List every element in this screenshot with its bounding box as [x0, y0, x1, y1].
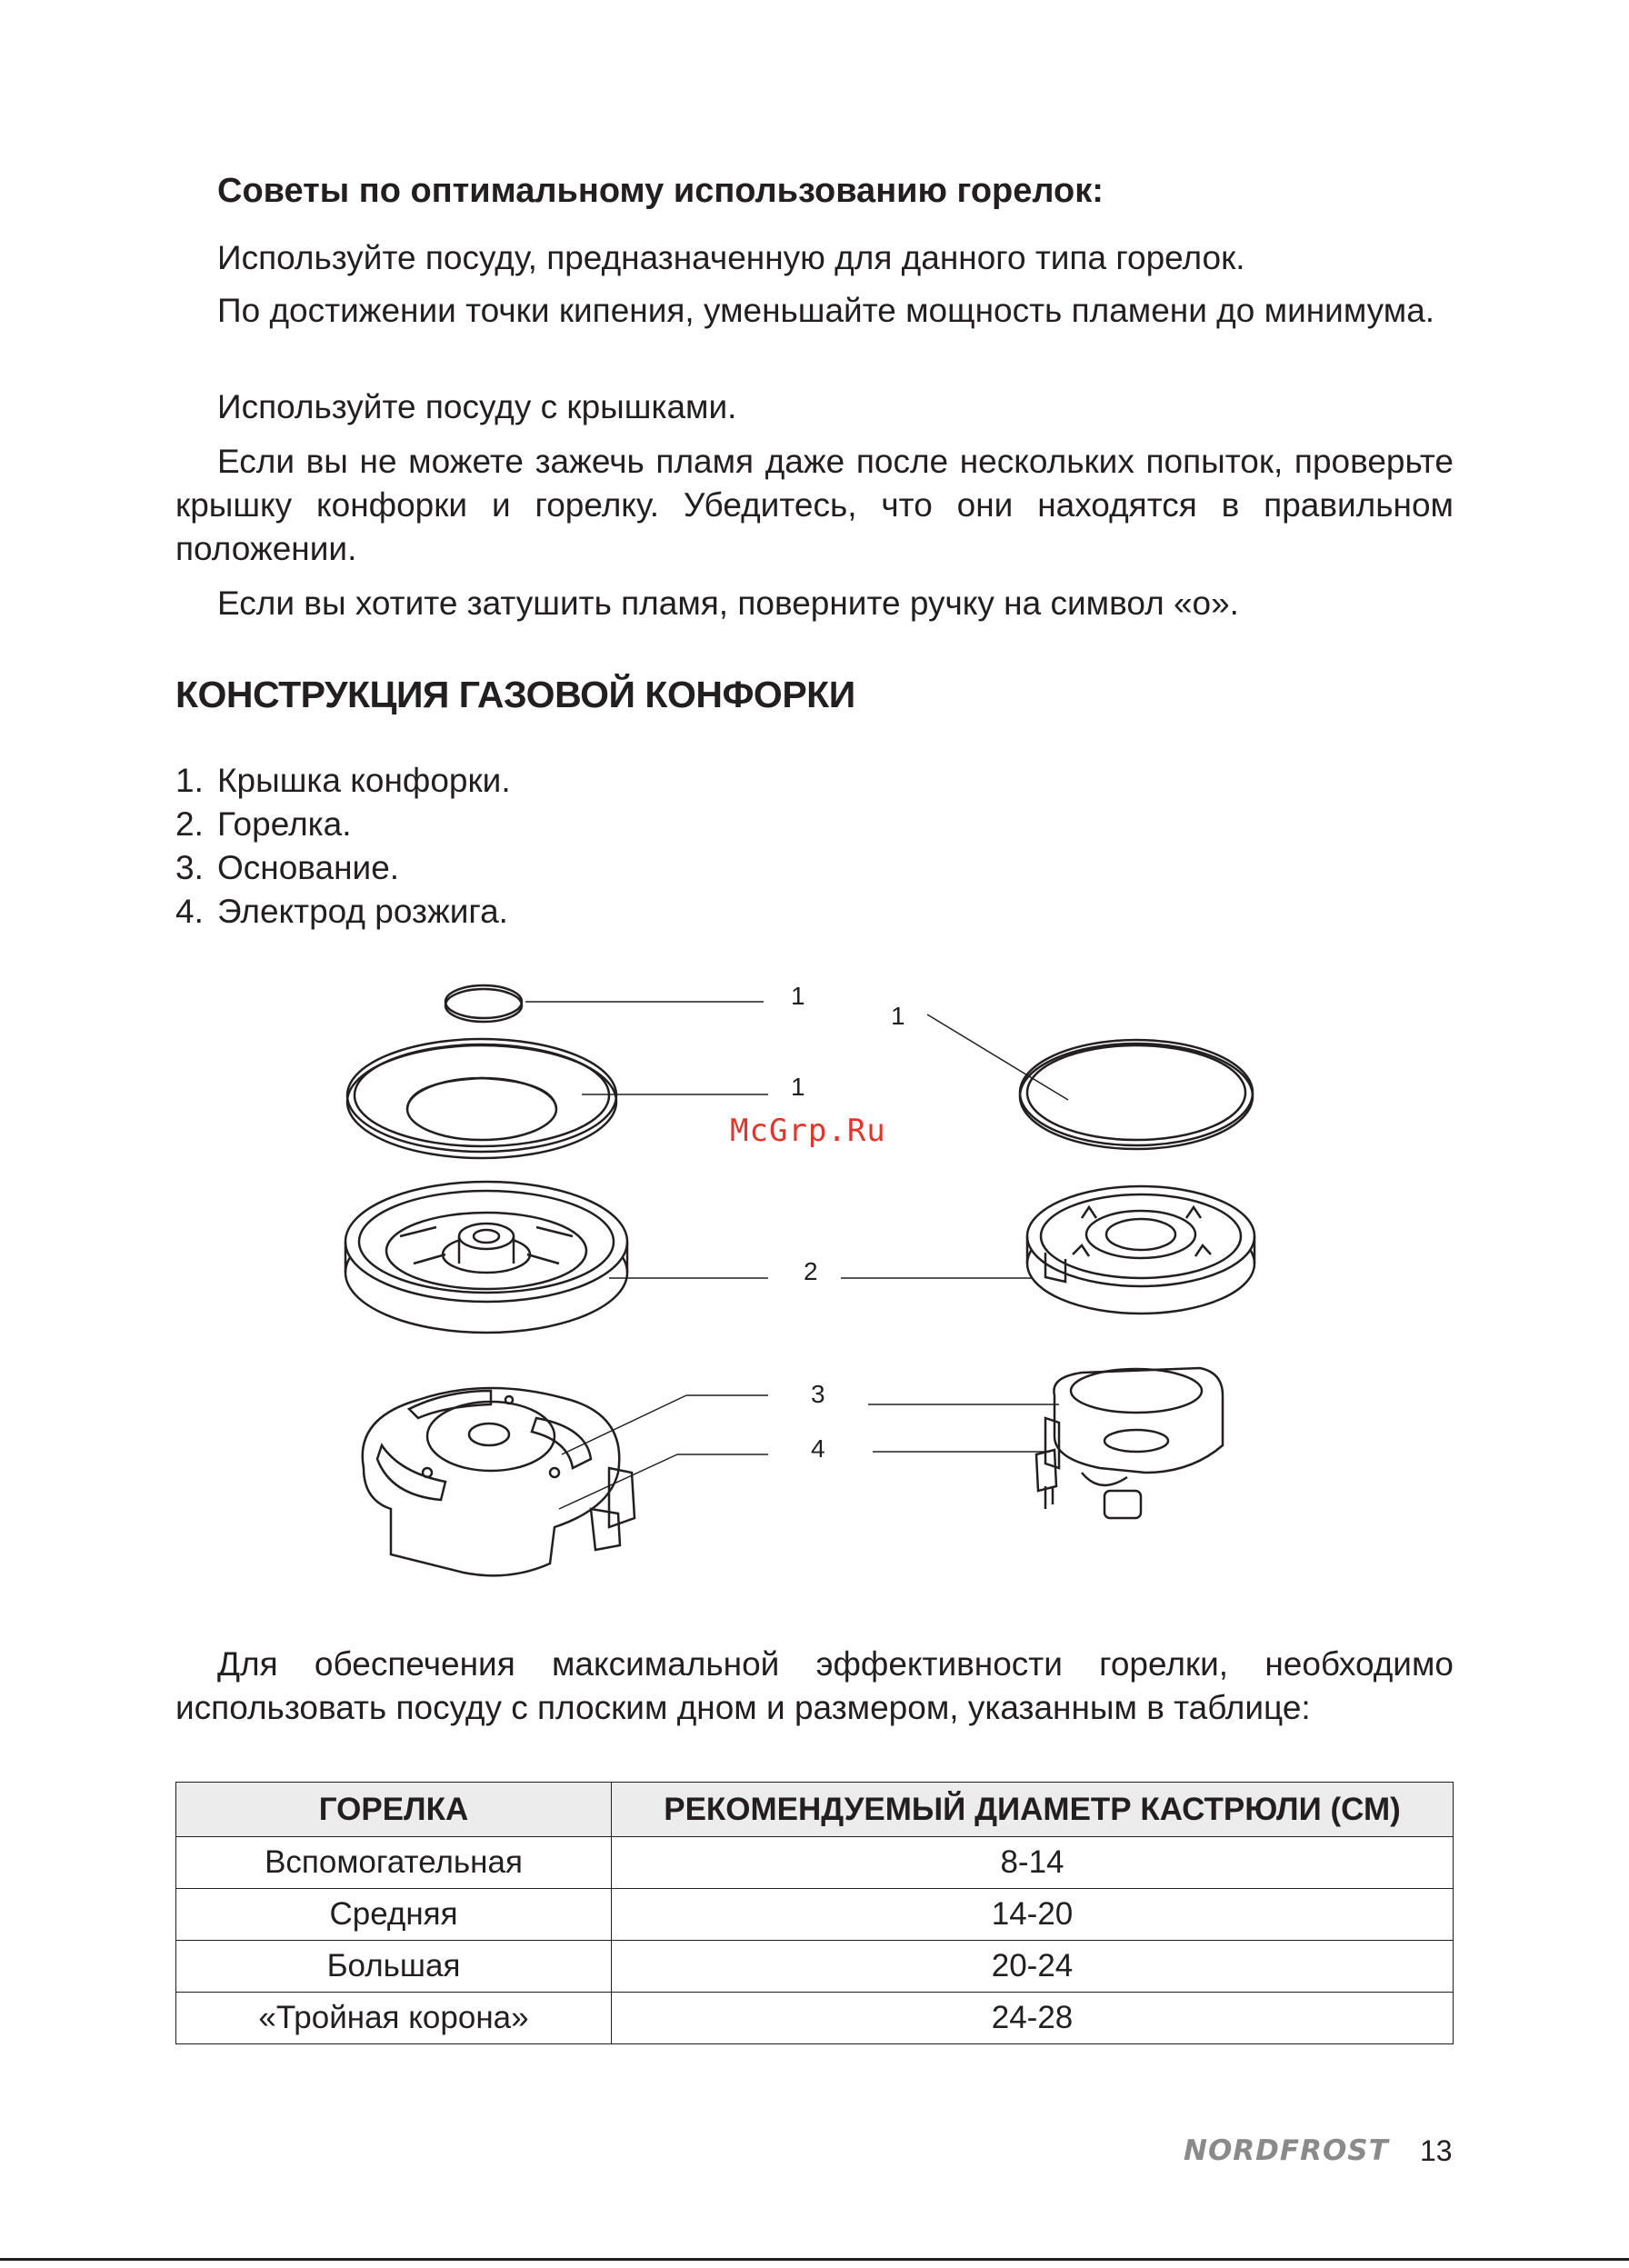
- list-item-number: 4.: [175, 893, 204, 930]
- diagram-label: 1: [791, 982, 805, 1010]
- diagram-label: 2: [804, 1257, 818, 1285]
- table-cell: «Тройная корона»: [176, 1993, 612, 2044]
- cookware-note: [175, 1643, 1454, 1730]
- construction-title: КОНСТРУКЦИЯ ГАЗОВОЙ КОНФОРКИ: [175, 674, 855, 715]
- tip-paragraph-4: [175, 440, 1454, 571]
- list-item: [175, 890, 511, 934]
- watermark-text: McGrp.Ru: [730, 1113, 886, 1149]
- list-item-label: Горелка.: [217, 805, 352, 843]
- column-header: ГОРЕЛКА: [176, 1783, 612, 1837]
- list-item-number: 1.: [175, 762, 204, 799]
- tip-paragraph-5: [175, 582, 1454, 625]
- triple-burner-head: [1027, 1186, 1254, 1314]
- page-number: 13: [1420, 2134, 1453, 2167]
- small-burner-cap: [445, 985, 522, 1022]
- list-item-label: Крышка конфорки.: [217, 762, 511, 799]
- table-row: [176, 1837, 1454, 1889]
- table-header-row: [176, 1783, 1454, 1837]
- tip-text: Если вы хотите затушить пламя, поверните ручку на символ «о».: [217, 584, 1239, 622]
- list-item-number: 2.: [175, 805, 204, 843]
- brand-logo: NORDFROST: [1184, 2134, 1389, 2167]
- table-cell: Средняя: [176, 1889, 612, 1941]
- ring-burner-cap: [347, 1039, 616, 1158]
- table-row: [176, 1941, 1454, 1993]
- list-item-number: 3.: [175, 849, 204, 886]
- table-cell: 20-24: [612, 1941, 1454, 1993]
- table-cell: 8-14: [612, 1837, 1454, 1889]
- tip-text: По достижении точки кипения, уменьшайте мощность пламени до минимума.: [217, 292, 1435, 329]
- list-item: [175, 803, 511, 846]
- tip-text: Если вы не можете зажечь пламя даже после нескольких попыток, проверьте крышку конфорки и горелку. Убедитесь, что они находятся в правильном положении.: [175, 443, 1454, 567]
- list-item: [175, 846, 511, 890]
- table-row: [176, 1889, 1454, 1941]
- tip-paragraph-3: [175, 385, 1454, 429]
- table-row: [176, 1993, 1454, 2044]
- column-header: РЕКОМЕНДУЕМЫЙ ДИАМЕТР КАСТРЮЛИ (СМ): [612, 1783, 1454, 1837]
- cookware-note-text: Для обеспечения максимальной эффективности горелки, необходимо использовать посуду с плоским дном и размером, указанным в таблице:: [175, 1645, 1454, 1726]
- burner-diagram: [327, 964, 1291, 1618]
- diagram-label: 3: [811, 1380, 825, 1408]
- list-item: [175, 759, 511, 803]
- tip-text: Используйте посуду с крышками.: [217, 388, 737, 425]
- diagram-label: 1: [891, 1002, 905, 1030]
- table-cell: Вспомогательная: [176, 1837, 612, 1889]
- table-cell: 14-20: [612, 1889, 1454, 1941]
- tip-paragraph-1: [175, 236, 1454, 280]
- bottom-divider: [0, 2258, 1629, 2261]
- diagram-label: 1: [791, 1073, 805, 1101]
- triple-burner-cap: [1020, 1040, 1253, 1149]
- list-item-label: Основание.: [217, 849, 400, 886]
- ring-burner-base: [363, 1388, 635, 1575]
- tip-paragraph-2: [175, 289, 1454, 333]
- burner-size-table: [175, 1782, 1454, 2044]
- ring-burner-body: [345, 1182, 627, 1333]
- table-cell: 24-28: [612, 1993, 1454, 2044]
- tip-text: Используйте посуду, предназначенную для данного типа горелок.: [217, 239, 1245, 276]
- triple-burner-base: [1036, 1368, 1223, 1518]
- table-cell: Большая: [176, 1941, 612, 1993]
- parts-list: [175, 759, 511, 934]
- diagram-label: 4: [811, 1434, 825, 1463]
- tips-title: Советы по оптимальному использованию горелок:: [217, 172, 1104, 210]
- list-item-label: Электрод розжига.: [217, 893, 508, 930]
